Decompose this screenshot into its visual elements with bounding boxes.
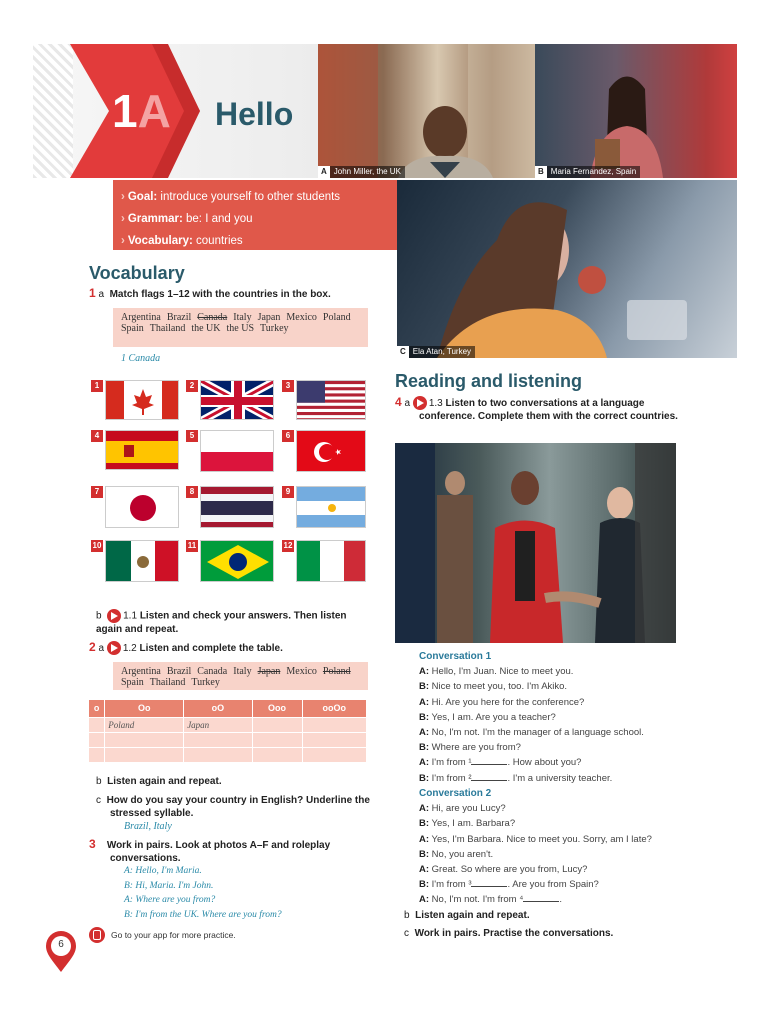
- word-box-item: Spain: [121, 677, 144, 688]
- table-cell[interactable]: [252, 732, 302, 747]
- flag-thailand: [200, 486, 274, 528]
- exercise-1b: b 1.1 Listen and check your answers. Then listen again and repeat.: [96, 610, 347, 635]
- gap-2[interactable]: [471, 780, 507, 781]
- table-cell[interactable]: [105, 747, 184, 762]
- page-number: 6: [58, 939, 64, 950]
- app-icon[interactable]: [89, 927, 105, 943]
- gap-3[interactable]: [471, 886, 507, 887]
- exercise-4c: c Work in pairs. Practise the conversations.: [404, 928, 614, 939]
- word-box-item: Italy: [233, 312, 252, 323]
- unit-title: Hello: [215, 96, 294, 132]
- word-box-item: Brazil: [166, 666, 192, 677]
- page-number-badge: [44, 930, 78, 970]
- word-box-item: Spain: [121, 323, 144, 334]
- audio-icon[interactable]: [413, 396, 427, 410]
- word-box-item: Turkey: [191, 677, 220, 688]
- exercise-2c: c How do you say your country in English? Underline the stressed syllable.: [96, 795, 370, 819]
- table-cell[interactable]: [89, 747, 105, 762]
- word-box-item: the UK: [191, 323, 221, 334]
- exercise-3: 3 Work in pairs. Look at photos A–F and roleplay conversations.: [89, 837, 331, 864]
- flag-number: 9: [282, 486, 294, 498]
- table-cell[interactable]: [302, 747, 366, 762]
- word-box-item: Japan: [257, 312, 281, 323]
- roleplay-example: A: Hello, I'm Maria. B: Hi, Maria. I'm John. A: Where are you from? B: I'm from the UK. Where are you from?: [124, 866, 282, 920]
- photo-a-caption: A John Miller, the UK: [318, 166, 405, 178]
- table-header: Ooo: [252, 700, 302, 717]
- photo-b-caption: B Maria Fernandez, Spain: [535, 166, 640, 178]
- flag-number: 10: [92, 541, 102, 550]
- flag-argentina: [296, 486, 366, 528]
- word-box-item: Poland: [322, 312, 351, 323]
- dialogue-line: B: No, you aren't.: [419, 848, 494, 860]
- flag-number: 5: [186, 430, 198, 442]
- conference-photo: [395, 443, 676, 643]
- dialogue-line: B: Nice to meet you, too. I'm Akiko.: [419, 681, 568, 693]
- table-cell[interactable]: [252, 717, 302, 732]
- exercise-2b: b Listen again and repeat.: [96, 776, 222, 787]
- table-cell[interactable]: [252, 747, 302, 762]
- vocabulary-heading: Vocabulary: [89, 263, 185, 283]
- flag-number: 11: [187, 541, 197, 550]
- flag-turkey: [296, 430, 366, 472]
- word-box-item: Italy: [233, 666, 252, 677]
- conversation-1: Conversation 1 A: Hello, I'm Juan. Nice to meet you. B: Nice to meet you, too. I'm Akiko. A: Hi. Are you here for the conference? B: Yes, I am. Are you a teacher? A: No, I'm not. I'm the manager of a language school. B: Where are you from? A: I'm from ¹ . How about you? B: I'm from ² . I'm a university teacher.: [419, 649, 689, 786]
- table-row: [89, 747, 367, 762]
- exercise-4a: 4 a 1.3 Listen to two conversations at a language conference. Complete them with the correct countries.: [395, 395, 678, 423]
- unit-number: 1A: [112, 85, 171, 137]
- table-cell[interactable]: Japan: [184, 717, 252, 732]
- flag-us: [296, 380, 366, 420]
- example-answer-2c: Brazil, Italy: [124, 821, 172, 832]
- flag-italy: [296, 540, 366, 582]
- reading-heading: Reading and listening: [395, 371, 583, 391]
- word-box-item: Japan: [257, 666, 281, 677]
- dialogue-line: B: I'm from ³ . Are you from Spain?: [419, 879, 599, 891]
- app-practice-text: Go to your app for more practice.: [111, 930, 236, 940]
- flag-canada: [105, 380, 179, 420]
- flag-brazil: [200, 540, 274, 582]
- gap-4[interactable]: [523, 901, 559, 902]
- word-box-item: Mexico: [286, 312, 317, 323]
- dialogue-line: A: I'm from ¹ . How about you?: [419, 757, 582, 769]
- dialogue-line: B: I'm from ² . I'm a university teacher.: [419, 772, 613, 784]
- exercise-4b: b Listen again and repeat.: [404, 910, 530, 921]
- table-cell[interactable]: [184, 747, 252, 762]
- flag-spain: [105, 430, 179, 470]
- dialogue-line: A: No, I'm not. I'm the manager of a language school.: [419, 727, 644, 739]
- photo-b: [535, 44, 737, 178]
- word-box-item: Canada: [197, 312, 228, 323]
- dialogue-line: B: Yes, I am. Barbara?: [419, 818, 516, 830]
- dialogue-line: A: Great. So where are you from, Lucy?: [419, 864, 588, 876]
- word-box-item: Mexico: [286, 666, 317, 677]
- word-box-item: Canada: [197, 666, 228, 677]
- flag-number: 12: [283, 541, 293, 550]
- word-box-item: Argentina: [121, 312, 161, 323]
- word-box-item: Turkey: [260, 323, 289, 334]
- word-box-countries: [113, 308, 368, 347]
- dialogue-line: A: Hello, I'm Juan. Nice to meet you.: [419, 666, 574, 678]
- flag-japan: [105, 486, 179, 528]
- grammar-line: › Grammar: be: I and you: [121, 213, 253, 225]
- table-row: [89, 732, 367, 747]
- flag-number: 3: [282, 380, 294, 392]
- audio-icon[interactable]: [107, 609, 121, 623]
- flag-number: 1: [91, 380, 103, 392]
- table-cell[interactable]: [89, 732, 105, 747]
- table-cell[interactable]: Poland: [105, 717, 184, 732]
- dialogue-line: B: Yes, I am. Are you a teacher?: [419, 711, 556, 723]
- dialogue-line: A: Yes, I'm Barbara. Nice to meet you. Sorry, am I late?: [419, 833, 652, 845]
- photo-c: [397, 180, 737, 358]
- example-answer: 1 Canada: [121, 353, 161, 364]
- exercise-1a: 1 a Match flags 1–12 with the countries in the box.: [89, 286, 331, 300]
- conversation-2: Conversation 2 A: Hi, are you Lucy? B: Yes, I am. Barbara? A: Yes, I'm Barbara. Nice to meet you. Sorry, am I late? B: No, you aren't. A: Great. So where are you from, Lucy? B: I'm from ³ . Are you from Spain? A: No, I'm not. I'm from ⁴ .: [419, 786, 689, 908]
- goal-line: › Goal: introduce yourself to other students: [121, 191, 341, 203]
- audio-icon[interactable]: [107, 641, 121, 655]
- flag-mexico: [105, 540, 179, 582]
- table-cell[interactable]: [302, 717, 366, 732]
- table-header: Oo: [105, 700, 184, 717]
- vocabulary-line: › Vocabulary: countries: [121, 235, 243, 247]
- exercise-2a: 2 a 1.2 Listen and complete the table.: [89, 640, 283, 654]
- table-cell[interactable]: [89, 717, 105, 732]
- photo-c-caption: C Ela Atan, Turkey: [397, 346, 475, 358]
- stress-table: [89, 700, 367, 762]
- flag-number: 7: [91, 486, 103, 498]
- header-stripes: [33, 44, 73, 178]
- table-header: oO: [184, 700, 252, 717]
- goals-box: [113, 180, 397, 250]
- flag-number: 8: [186, 486, 198, 498]
- word-box-countries-2: [113, 662, 368, 690]
- table-cell[interactable]: [184, 732, 252, 747]
- dialogue-line: B: Where are you from?: [419, 742, 521, 754]
- flag-poland: [200, 430, 274, 472]
- gap-1[interactable]: [471, 764, 507, 765]
- table-cell[interactable]: [302, 732, 366, 747]
- dialogue-line: A: No, I'm not. I'm from ⁴ .: [419, 894, 562, 906]
- flag-uk: [200, 380, 274, 420]
- flag-number: 4: [91, 430, 103, 442]
- word-box-item: Poland: [322, 666, 351, 677]
- word-box-item: Thailand: [149, 677, 186, 688]
- table-header: ooOo: [302, 700, 366, 717]
- word-box-item: Thailand: [149, 323, 186, 334]
- word-box-item: Argentina: [121, 666, 161, 677]
- flag-number: 6: [282, 430, 294, 442]
- photo-a: [318, 44, 535, 178]
- word-box-item: Brazil: [166, 312, 192, 323]
- table-cell[interactable]: [105, 732, 184, 747]
- flag-number: 2: [186, 380, 198, 392]
- word-box-item: the US: [226, 323, 254, 334]
- dialogue-line: A: Hi. Are you here for the conference?: [419, 696, 585, 708]
- dialogue-line: A: Hi, are you Lucy?: [419, 803, 506, 815]
- table-row: [89, 717, 367, 732]
- table-header: o: [89, 700, 105, 717]
